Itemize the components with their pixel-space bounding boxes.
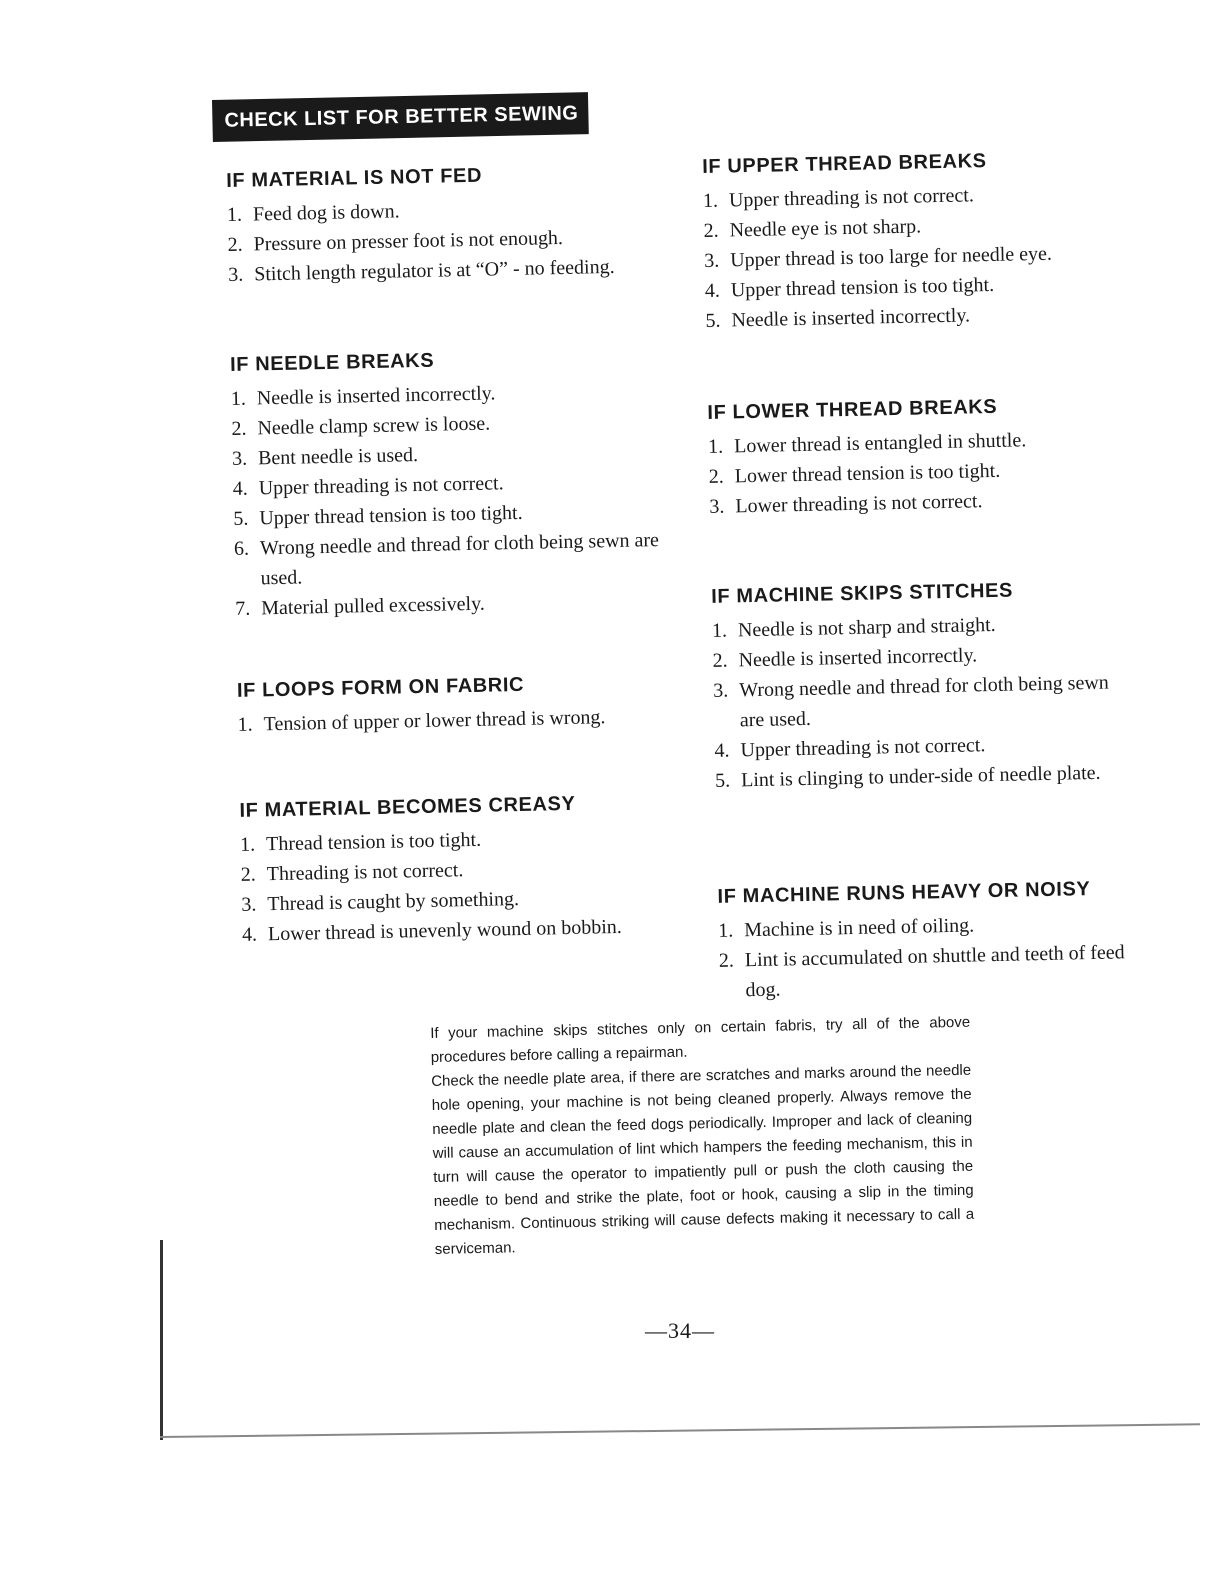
item-list xyxy=(718,907,1160,1006)
list-item: 1. Needle is inserted incorrectly. xyxy=(230,382,496,410)
section-lower-thread-breaks xyxy=(707,391,1149,522)
item-list xyxy=(237,700,718,740)
list-item: 2. Lower thread tension is too tight. xyxy=(708,459,1001,488)
list-item: 3. Upper thread is too large for needle eye. xyxy=(704,242,1053,272)
list-item: 5. Needle is inserted incorrectly. xyxy=(705,304,971,332)
bottom-rule xyxy=(160,1423,1200,1438)
section-heading: IF MATERIAL BECOMES CREASY xyxy=(239,792,576,822)
item-list xyxy=(712,607,1136,796)
list-item: 4. Upper threading is not correct. xyxy=(714,734,986,762)
list-item: 1. Upper threading is not correct. xyxy=(702,184,975,212)
list-item: 3. Wrong needle and thread for cloth being sewn are used. xyxy=(713,671,1110,732)
margin-rule xyxy=(160,1240,163,1440)
note-paragraph: If your machine skips stitches only on certain fabris, try all of the above procedures before calling a repairman. xyxy=(430,1013,971,1066)
checklist-banner: CHECK LIST FOR BETTER SEWING xyxy=(212,92,589,142)
section-material-not-fed xyxy=(226,158,708,290)
list-item: 5. Upper thread tension is too tight. xyxy=(233,501,523,530)
list-item: 3. Lower threading is not correct. xyxy=(709,490,983,518)
section-upper-thread-breaks xyxy=(702,145,1146,336)
list-item: 3. Thread is caught by something. xyxy=(241,888,520,916)
list-item: 2. Threading is not correct. xyxy=(240,859,464,886)
item-list xyxy=(231,374,716,624)
list-item: 4. Upper threading is not correct. xyxy=(232,472,504,500)
section-heading: IF LOWER THREAD BREAKS xyxy=(707,395,998,424)
list-item: 5. Lint is clinging to under-side of needle plate. xyxy=(714,761,1101,792)
list-item: 2. Pressure on presser foot is not enough. xyxy=(227,226,564,256)
list-item: 2. Needle clamp screw is loose. xyxy=(231,412,491,440)
list-item: 1. Tension of upper or lower thread is wrong. xyxy=(237,706,606,736)
section-runs-heavy xyxy=(717,875,1159,1006)
list-item: 2. Needle is inserted incorrectly. xyxy=(712,644,978,672)
section-heading: IF MACHINE SKIPS STITCHES xyxy=(711,579,1014,608)
section-needle-breaks xyxy=(230,342,716,624)
item-list xyxy=(703,177,1146,336)
section-skips-stitches xyxy=(711,575,1135,796)
list-item: 2. Lint is accumulated on shuttle and teeth of feed dog. xyxy=(718,941,1125,1002)
list-item: 7. Material pulled excessively. xyxy=(235,592,486,620)
item-list xyxy=(227,190,709,290)
list-item: 2. Needle eye is not sharp. xyxy=(703,215,922,242)
section-heading: IF LOOPS FORM ON FABRIC xyxy=(236,673,525,702)
list-item: 1. Needle is not sharp and straight. xyxy=(711,613,996,642)
section-heading: IF MATERIAL IS NOT FED xyxy=(226,164,483,192)
left-column xyxy=(226,158,723,968)
maintenance-note xyxy=(430,1011,975,1262)
section-loops-form xyxy=(237,668,718,740)
list-item: 4. Lower thread is unevenly wound on bobbin. xyxy=(241,915,623,946)
section-heading: IF NEEDLE BREAKS xyxy=(229,349,435,376)
list-item: 1. Lower thread is entangled in shuttle. xyxy=(707,429,1027,458)
section-material-creasy xyxy=(239,788,722,950)
list-item: 3. Stitch length regulator is at “O” - no feeding. xyxy=(228,255,615,286)
page-number: —34— xyxy=(645,1318,715,1343)
list-item: 6. Wrong needle and thread for cloth being sewn are used. xyxy=(233,529,660,590)
item-list xyxy=(708,423,1150,522)
right-column xyxy=(702,144,1189,1002)
list-item: 1. Machine is in need of oiling. xyxy=(718,914,975,942)
list-item: 3. Bent needle is used. xyxy=(231,444,419,470)
list-item: 1. Thread tension is too tight. xyxy=(239,828,482,856)
section-heading: IF UPPER THREAD BREAKS xyxy=(702,150,987,178)
item-list xyxy=(240,820,722,950)
section-heading: IF MACHINE RUNS HEAVY OR NOISY xyxy=(717,878,1091,908)
list-item: 4. Upper thread tension is too tight. xyxy=(704,273,995,302)
list-item: 1. Feed dog is down. xyxy=(226,200,400,226)
note-paragraph: Check the needle plate area, if there are scratches and marks around the needle hole opening, your machine is not being cleaned properly. Always remove the needle plate and clean the feed dogs periodically. Improper and lack of cleaning will cause an accumulation of lint which hampers the feeding mechanism, this in turn will cause the operator to impatiently pull or push the cloth causing the needle to bend and strike the plate, foot or hook, causing a slip in the timing mechanism. Continuous striking will cause defects making it necessary to call a serviceman. xyxy=(431,1061,975,1258)
